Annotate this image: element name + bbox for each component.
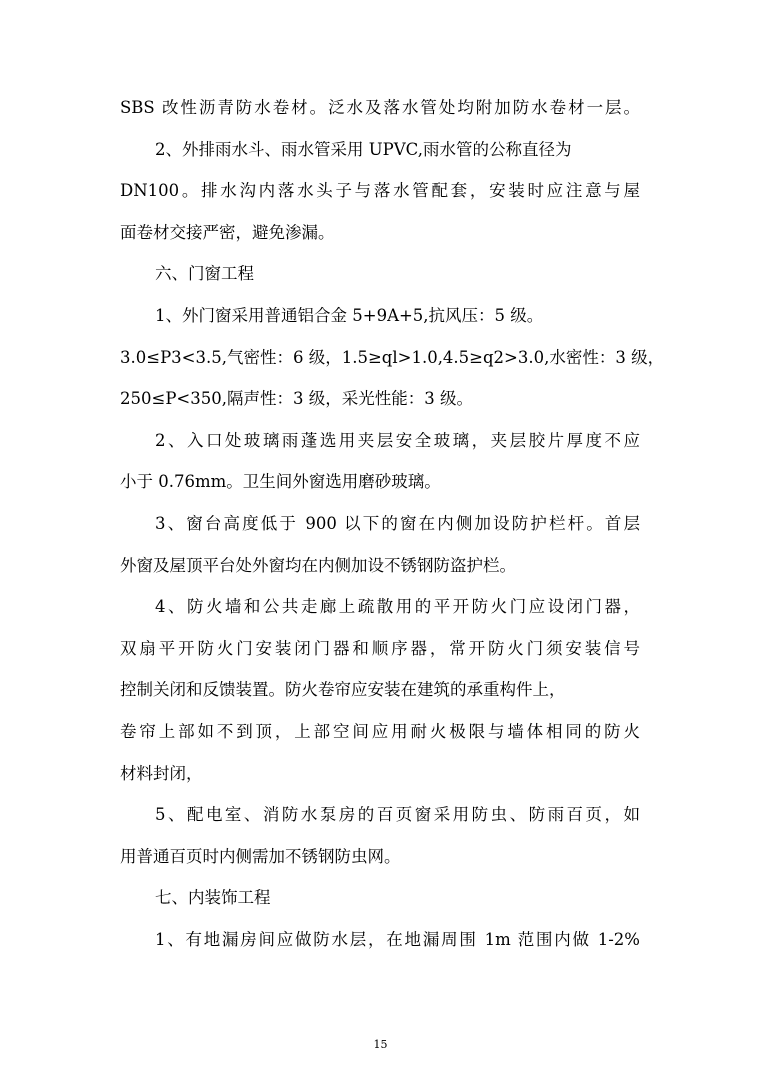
text-line: 3、窗台高度低于 900 以下的窗在内侧加设防护栏杆。首层 — [155, 513, 640, 533]
text-line: 1、外门窗采用普通铝合金 5+9A+5,抗风压：5 级。 — [155, 305, 544, 325]
document-body — [120, 93, 665, 966]
text-line: 250≤P<350,隔声性：3 级，采光性能：3 级。 — [120, 389, 473, 409]
text-line: 1、有地漏房间应做防水层，在地漏周围 1m 范围内做 1-2% — [155, 929, 640, 949]
text-line: 七、内装饰工程 — [155, 888, 271, 908]
text-line: SBS 改性沥青防水卷材。泛水及落水管处均附加防水卷材一层。 — [120, 98, 640, 117]
text-line: 材料封闭， — [120, 763, 203, 783]
text-line: 控制关闭和反馈装置。防火卷帘应安装在建筑的承重构件上， — [120, 680, 566, 700]
text-line: 六、门窗工程 — [155, 264, 254, 284]
text-line: 3.0≤P3<3.5,气密性：6 级，1.5≥ql>1.0,4.5≥q2>3.0,水密性：3 级， — [120, 347, 665, 367]
text-line: 双扇平开防火门安装闭门器和顺序器，常开防火门须安装信号 — [120, 638, 640, 658]
text-line: 2、外排雨水斗、雨水管采用 UPVC,雨水管的公称直径为 — [155, 139, 572, 159]
text-line: 面卷材交接严密，避免渗漏。 — [120, 222, 335, 242]
text-line: 2、入口处玻璃雨蓬选用夹层安全玻璃，夹层胶片厚度不应 — [155, 430, 640, 450]
text-line: 小于 0.76mm。卫生间外窗选用磨砂玻璃。 — [120, 472, 441, 492]
text-line: DN100。排水沟内落水头子与落水管配套，安装时应注意与屋 — [120, 181, 640, 201]
text-line: 4、防火墙和公共走廊上疏散用的平开防火门应设闭门器， — [155, 597, 640, 617]
page-number: 15 — [373, 1038, 388, 1051]
text-line: 卷帘上部如不到顶，上部空间应用耐火极限与墙体相同的防火 — [120, 721, 640, 741]
text-line: 5、配电室、消防水泵房的百页窗采用防虫、防雨百页，如 — [155, 805, 640, 825]
text-line: 外窗及屋顶平台处外窗均在内侧加设不锈钢防盗护栏。 — [120, 555, 516, 575]
text-line: 用普通百页时内侧需加不锈钢防虫网。 — [120, 846, 401, 866]
